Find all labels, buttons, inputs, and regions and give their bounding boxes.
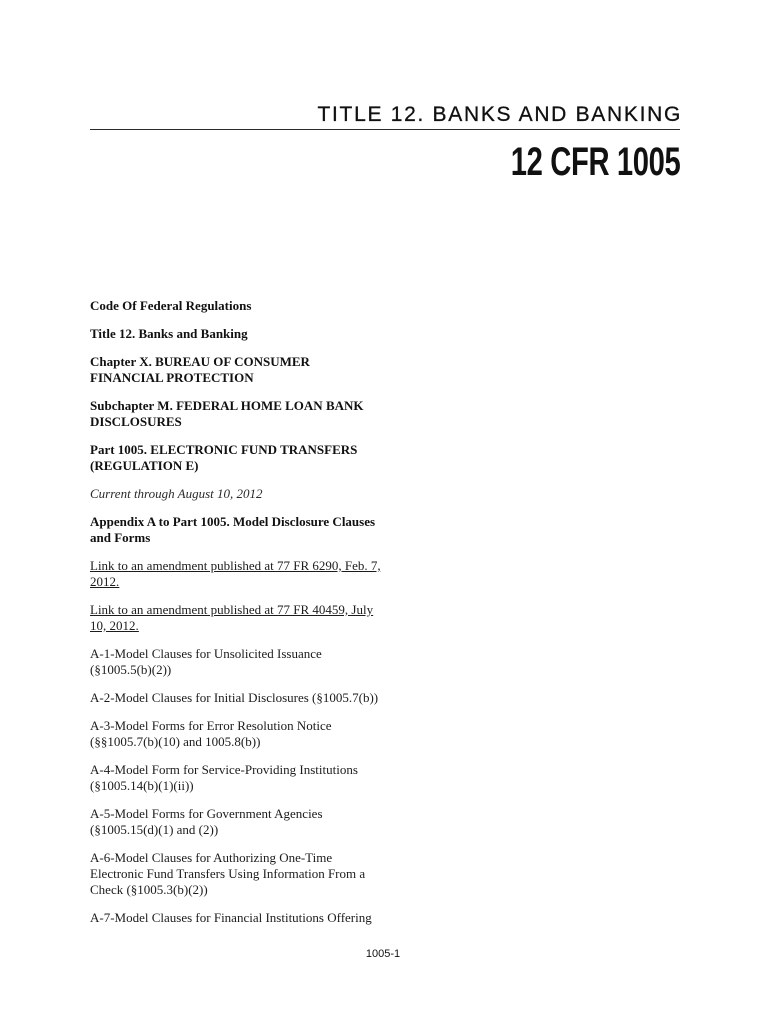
amendment-link-text[interactable]: Link to an amendment published at 77 FR 40459, July	[90, 602, 374, 617]
amendment-link-40459[interactable]	[90, 602, 410, 634]
running-title: TITLE 12. BANKS AND BANKING	[317, 103, 682, 126]
appendix-item-a1	[90, 646, 410, 678]
part-heading	[90, 442, 410, 474]
appendix-heading	[90, 514, 410, 546]
appendix-item-line: A-1-Model Clauses for Unsolicited Issuance	[90, 646, 322, 661]
appendix-item-line: A-7-Model Clauses for Financial Institutions Offering	[90, 910, 372, 925]
part-heading-line: (REGULATION E)	[90, 458, 199, 473]
amendment-link-text[interactable]: Link to an amendment published at 77 FR 6290, Feb. 7,	[90, 558, 381, 573]
cfr-citation: 12 CFR 1005	[510, 140, 680, 184]
appendix-item-line: A-6-Model Clauses for Authorizing One-Time	[90, 850, 333, 865]
appendix-heading-line: Appendix A to Part 1005. Model Disclosure Clauses	[90, 514, 376, 529]
appendix-item-a3	[90, 718, 410, 750]
appendix-item-line: A-5-Model Forms for Government Agencies	[90, 806, 323, 821]
appendix-item-a2	[90, 690, 410, 706]
amendment-link-item	[90, 602, 410, 634]
subchapter-heading-line: Subchapter M. FEDERAL HOME LOAN BANK	[90, 398, 364, 413]
appendix-item-line: Check (§1005.3(b)(2))	[90, 882, 208, 897]
chapter-heading	[90, 354, 410, 386]
page-number: 1005-1	[365, 948, 401, 960]
appendix-item-line: (§§1005.7(b)(10) and 1005.8(b))	[90, 734, 261, 749]
appendix-item-line: A-4-Model Form for Service-Providing Institutions	[90, 762, 358, 777]
appendix-item-a7	[90, 910, 410, 926]
title-rule	[90, 129, 680, 130]
chapter-heading-line: FINANCIAL PROTECTION	[90, 370, 254, 385]
title-name: Title 12. Banks and Banking	[90, 326, 248, 341]
amendment-link-item	[90, 558, 410, 590]
appendix-item-line: Electronic Fund Transfers Using Information From a	[90, 866, 366, 881]
subchapter-heading	[90, 398, 410, 430]
amendment-link-text[interactable]: 10, 2012.	[90, 618, 139, 633]
document-body	[90, 298, 410, 938]
amendment-link-text[interactable]: 2012.	[90, 574, 120, 589]
source-name: Code Of Federal Regulations	[90, 298, 252, 313]
appendix-item-a5	[90, 806, 410, 838]
amendment-link-6290[interactable]	[90, 558, 410, 590]
appendix-item-line: (§1005.15(d)(1) and (2))	[90, 822, 219, 837]
subchapter-heading-line: DISCLOSURES	[90, 414, 182, 429]
appendix-item-line: A-2-Model Clauses for Initial Disclosures (§1005.7(b))	[90, 690, 379, 705]
chapter-heading-line: Chapter X. BUREAU OF CONSUMER	[90, 354, 310, 369]
appendix-heading-line: and Forms	[90, 530, 151, 545]
currency-note: Current through August 10, 2012	[90, 486, 263, 501]
appendix-item-a4	[90, 762, 410, 794]
appendix-item-a6	[90, 850, 410, 898]
appendix-item-line: (§1005.14(b)(1)(ii))	[90, 778, 194, 793]
part-heading-line: Part 1005. ELECTRONIC FUND TRANSFERS	[90, 442, 358, 457]
appendix-item-line: A-3-Model Forms for Error Resolution Notice	[90, 718, 332, 733]
appendix-item-line: (§1005.5(b)(2))	[90, 662, 172, 677]
